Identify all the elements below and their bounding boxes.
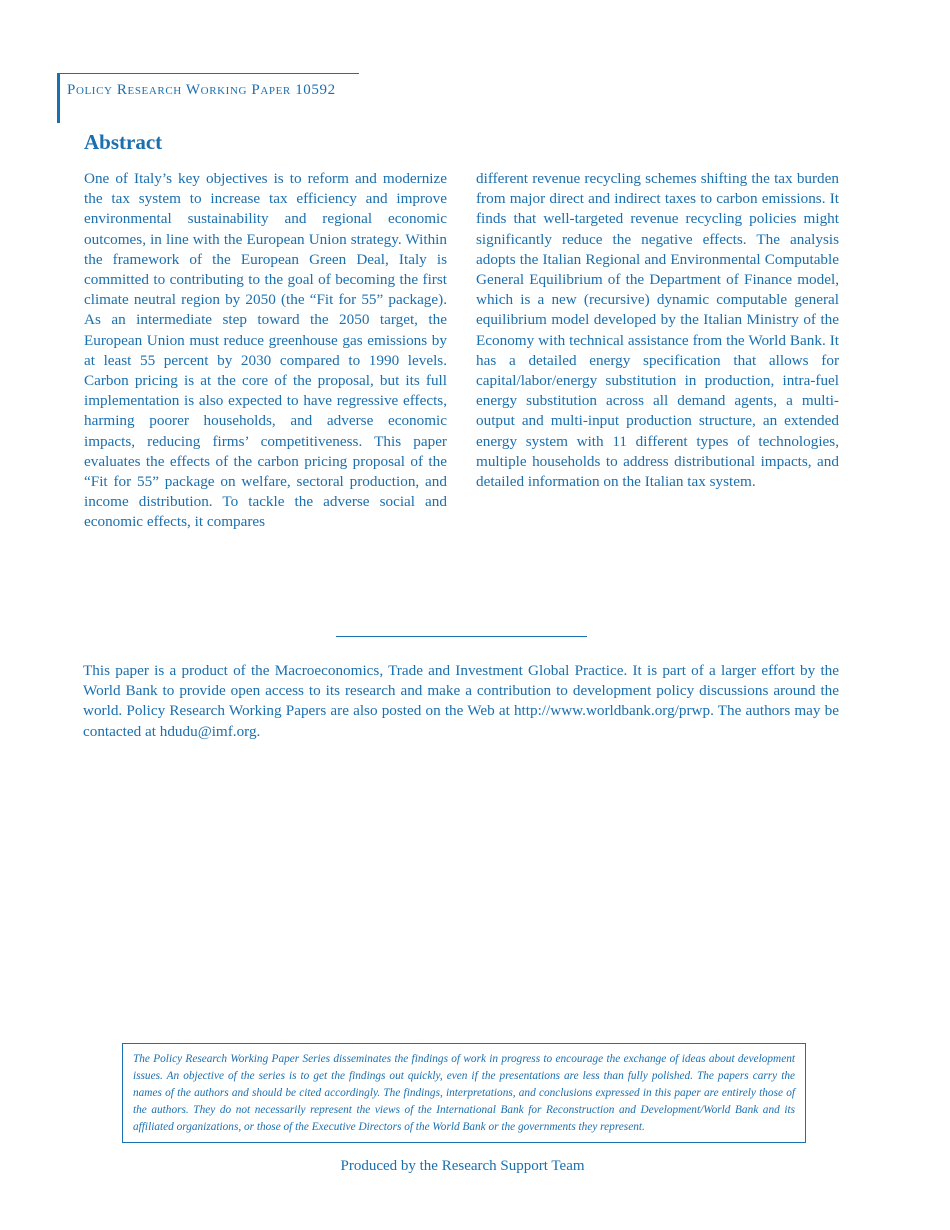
series-header-left-bar xyxy=(57,73,60,123)
section-divider xyxy=(336,636,587,637)
product-note: This paper is a product of the Macroeconomics, Trade and Investment Global Practice. It is part of a larger effort by the World Bank to provide open access to its research and make a contribution to development policy discussions around the world. Policy Research Working Papers are also posted on the Web at http://www.worldbank.org/prwp. The authors may be contacted at hdudu@imf.org. xyxy=(83,662,839,740)
produced-by-credit: Produced by the Research Support Team xyxy=(340,1158,585,1174)
series-disclaimer: The Policy Research Working Paper Series disseminates the findings of work in progress to encourage the exchange of ideas about development issues. An objective of the series is to get the findings out quickly, even if the presentations are less than fully polished. The papers carry the names of the authors and should be cited accordingly. The findings, interpretations, and conclusions expressed in this paper are entirely those of the authors. They do not necessarily represent the views of the International Bank for Reconstruction and Development/World Bank and its affiliated organizations, or those of the Executive Directors of the World Bank or the governments they represent. xyxy=(122,1043,806,1143)
series-label: Policy Research Working Paper 10592 xyxy=(67,82,336,98)
series-header-top-rule xyxy=(57,73,359,74)
abstract-column-right: different revenue recycling schemes shifting the tax burden from major direct and indirect taxes to carbon emissions. It finds that well-targeted revenue recycling policies might significantly reduce the negative effects. The analysis adopts the Italian Regional and Environmental Computable General Equilibrium of the Department of Finance model, which is a new (recursive) dynamic computable general equilibrium model developed by the Italian Ministry of the Economy with technical assistance from the World Bank. It has a detailed energy specification that allows for capital/labor/energy substitution in production, intra-fuel energy substitution across all demand agents, a multi-output and multi-input production structure, an extended energy system with 11 different types of technologies, multiple households to address distributional impacts, and detailed information on the Italian tax system. xyxy=(476,170,839,491)
abstract-heading: Abstract xyxy=(84,130,163,154)
abstract-column-left: One of Italy’s key objectives is to reform and modernize the tax system to increase tax efficiency and improve environmental sustainability and regional economic outcomes, in line with the European Union strategy. Within the framework of the European Green Deal, Italy is committed to contributing to the goal of becoming the first climate neutral region by 2050 (the “Fit for 55” package). As an intermediate step toward the 2050 target, the European Union must reduce greenhouse gas emissions by at least 55 percent by 2030 compared to 1990 levels. Carbon pricing is at the core of the proposal, but its full implementation is also expected to have regressive effects, harming poorer households, and adverse economic impacts, reducing firms’ competitiveness. This paper evaluates the effects of the carbon pricing proposal of the “Fit for 55” package on welfare, sectoral production, and income distribution. To tackle the adverse social and economic effects, it compares xyxy=(84,170,447,531)
